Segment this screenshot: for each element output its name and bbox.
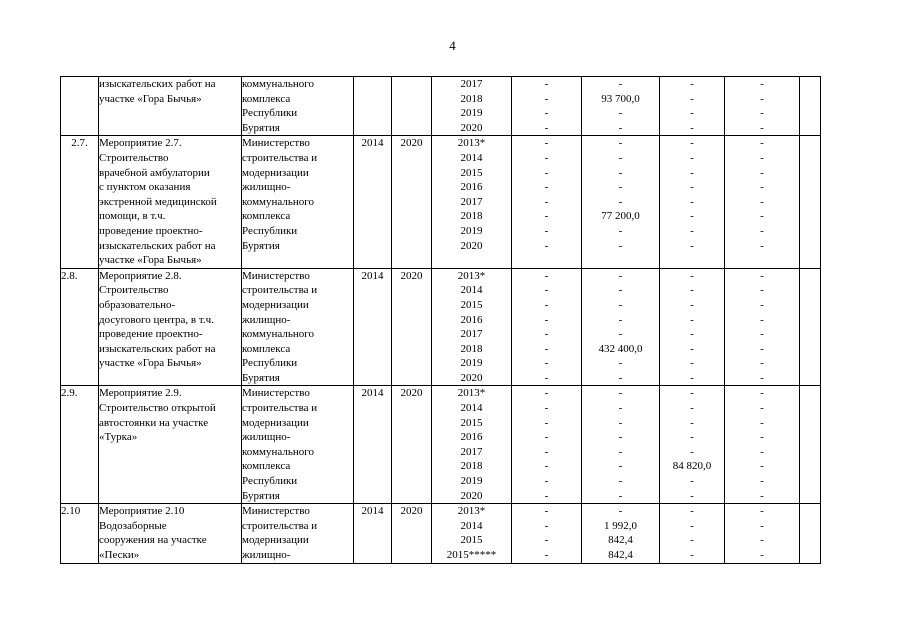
funding-value: - xyxy=(760,92,764,105)
end-year-cell xyxy=(392,77,432,136)
funding-value: - xyxy=(760,313,764,326)
executor-line: комплекса xyxy=(242,92,291,105)
funding-value: - xyxy=(544,107,549,120)
funding-value: - xyxy=(618,269,623,282)
end-year-cell xyxy=(392,268,432,386)
funding-value: - xyxy=(760,224,764,237)
funding-value: - xyxy=(618,357,623,370)
year-value: 2018 xyxy=(460,92,483,105)
page-number: 4 xyxy=(449,38,456,53)
funding-cell-3 xyxy=(660,77,725,136)
funding-cell-4 xyxy=(725,504,800,563)
year-value: 2014 xyxy=(460,519,483,532)
funding-value: - xyxy=(690,92,694,105)
measure-name-line: изыскательских работ на xyxy=(99,78,216,90)
funding-value: - xyxy=(760,460,764,473)
measure-name-cell xyxy=(99,268,242,386)
funding-value: - xyxy=(544,210,549,223)
measure-number: 2.9. xyxy=(61,387,78,400)
start-year-cell xyxy=(354,268,392,386)
funding-cell-3 xyxy=(660,504,725,563)
funding-value: - xyxy=(760,445,764,458)
funding-value: - xyxy=(690,549,694,561)
measure-name-line: Мероприятие 2.7. xyxy=(99,137,182,150)
funding-value: - xyxy=(760,505,764,518)
funding-value: - xyxy=(690,121,694,134)
funding-value: - xyxy=(618,505,623,518)
funding-value: - xyxy=(544,151,549,164)
funding-value: - xyxy=(690,534,694,547)
executor-line: жилищно- xyxy=(242,431,291,444)
year-value: 2014 xyxy=(460,284,483,297)
executor-line: Министерство xyxy=(242,269,310,282)
funding-value: - xyxy=(690,387,694,400)
executor-line: модернизации xyxy=(242,416,309,429)
executor-line: модернизации xyxy=(242,534,309,547)
executor-line: Республики xyxy=(242,224,298,237)
funding-value: - xyxy=(760,269,764,282)
year-value: 2013* xyxy=(457,505,486,518)
year-value: 2015 xyxy=(460,298,483,311)
executor-line: Министерство xyxy=(242,387,310,400)
funding-value: - xyxy=(760,402,764,415)
funding-value: - xyxy=(618,313,623,326)
year-value: 2013* xyxy=(457,137,486,150)
funding-value: - xyxy=(690,445,694,458)
funding-value: - xyxy=(690,166,694,179)
measure-number-cell xyxy=(61,386,99,504)
funding-value: - xyxy=(618,107,623,120)
year-value: 2018 xyxy=(460,460,483,473)
year-value: 2016 xyxy=(460,431,483,444)
measure-name-line: «Пески» xyxy=(99,549,140,561)
measure-name-line: «Турка» xyxy=(99,431,138,444)
funding-value: - xyxy=(544,137,549,150)
table-row xyxy=(61,386,821,504)
funding-value: - xyxy=(760,431,764,444)
funding-value: 84 820,0 xyxy=(672,460,712,473)
funding-value: - xyxy=(760,357,764,370)
year-value: 2020 xyxy=(460,371,483,384)
funding-value: - xyxy=(690,298,694,311)
funding-value: - xyxy=(544,121,549,134)
executor-line: коммунального xyxy=(242,445,314,458)
measure-number: 2.8. xyxy=(61,269,78,282)
year-value: 2015 xyxy=(460,166,483,179)
funding-value: - xyxy=(544,284,549,297)
executor-line: Бурятия xyxy=(242,121,280,134)
funding-value: - xyxy=(690,357,694,370)
start-year: 2014 xyxy=(361,137,384,150)
year-value: 2013* xyxy=(457,269,486,282)
measure-name-line: образовательно- xyxy=(99,298,176,311)
measure-name-line: Строительство xyxy=(99,151,169,164)
executor-line: модернизации xyxy=(242,166,309,179)
funding-value: - xyxy=(690,151,694,164)
measure-name-line: изыскательских работ на xyxy=(99,239,216,252)
funding-cell-4 xyxy=(725,268,800,386)
year-value: 2015 xyxy=(460,416,483,429)
funding-value: - xyxy=(618,181,623,194)
executor-line: комплекса xyxy=(242,460,291,473)
funding-value: - xyxy=(544,166,549,179)
funding-value: - xyxy=(618,387,623,400)
funding-value: - xyxy=(618,195,623,208)
funding-value: - xyxy=(760,387,764,400)
year-value: 2019 xyxy=(460,224,483,237)
funding-value: - xyxy=(618,475,623,488)
years-cell xyxy=(432,386,512,504)
year-value: 2018 xyxy=(460,342,483,355)
funding-value: - xyxy=(690,402,694,415)
table-row xyxy=(61,268,821,386)
years-cell xyxy=(432,136,512,268)
end-year-cell xyxy=(392,136,432,268)
funding-value: - xyxy=(760,181,764,194)
year-value: 2015***** xyxy=(446,549,497,561)
start-year: 2014 xyxy=(361,269,384,282)
measure-number: 2.10 xyxy=(61,505,81,518)
executor-cell xyxy=(242,77,354,136)
measure-name-cell xyxy=(99,504,242,563)
funding-cell-1 xyxy=(512,136,582,268)
measure-name-line: автостоянки на участке xyxy=(99,416,209,429)
year-value: 2014 xyxy=(460,151,483,164)
measure-name-line: Водозаборные xyxy=(99,519,167,532)
measure-name-cell xyxy=(99,386,242,504)
funding-value: - xyxy=(690,431,694,444)
measure-number-cell xyxy=(61,268,99,386)
funding-value: - xyxy=(760,342,764,355)
measure-name-line: помощи, в т.ч. xyxy=(99,210,166,223)
end-year: 2020 xyxy=(400,387,423,400)
executor-line: комплекса xyxy=(242,342,291,355)
executor-line: Министерство xyxy=(242,137,310,150)
funding-value: - xyxy=(690,210,694,223)
funding-value: - xyxy=(690,519,694,532)
funding-value: - xyxy=(544,549,549,561)
funding-value: - xyxy=(690,371,694,384)
start-year-cell xyxy=(354,77,392,136)
funding-value: - xyxy=(544,445,549,458)
measure-name-line: проведение проектно- xyxy=(99,224,203,237)
funding-value: - xyxy=(618,284,623,297)
funding-value: - xyxy=(544,181,549,194)
measure-name-line: участке «Гора Бычья» xyxy=(99,92,202,105)
funding-cell-4 xyxy=(725,386,800,504)
measure-name-line: Строительство открытой xyxy=(99,402,216,415)
funding-value: - xyxy=(618,402,623,415)
funding-value: - xyxy=(618,298,623,311)
funding-value: - xyxy=(760,107,764,120)
funding-value: - xyxy=(544,387,549,400)
executor-line: коммунального xyxy=(242,328,314,341)
start-year-cell xyxy=(354,504,392,563)
funding-value: - xyxy=(544,239,549,252)
funding-value: - xyxy=(618,224,623,237)
funding-value: - xyxy=(690,239,694,252)
start-year-cell xyxy=(354,136,392,268)
funding-value: - xyxy=(690,313,694,326)
funding-value: - xyxy=(544,298,549,311)
measure-name-line: экстренной медицинской xyxy=(99,195,217,208)
year-value: 2016 xyxy=(460,313,483,326)
funding-value: - xyxy=(544,505,549,518)
funding-value: - xyxy=(544,519,549,532)
measure-name-line: проведение проектно- xyxy=(99,328,203,341)
measure-name-line: досугового центра, в т.ч. xyxy=(99,313,214,326)
funding-value: - xyxy=(690,489,694,502)
measure-name-line: изыскательских работ на xyxy=(99,342,216,355)
measure-name-line: сооружения на участке xyxy=(99,534,207,547)
funding-value: - xyxy=(618,445,623,458)
funding-value: - xyxy=(760,534,764,547)
measure-name-line: Мероприятие 2.9. xyxy=(99,387,182,400)
funding-value: - xyxy=(618,416,623,429)
year-value: 2020 xyxy=(460,489,483,502)
funding-value: - xyxy=(544,328,549,341)
funding-value: - xyxy=(618,489,623,502)
funding-value: - xyxy=(690,342,694,355)
funding-value: - xyxy=(690,107,694,120)
funding-cell-1 xyxy=(512,77,582,136)
funding-cell-4 xyxy=(725,136,800,268)
funding-cell-1 xyxy=(512,268,582,386)
funding-cell-2 xyxy=(582,386,660,504)
year-value: 2017 xyxy=(460,445,483,458)
funding-value: - xyxy=(544,195,549,208)
funding-value: - xyxy=(760,489,764,502)
funding-value: - xyxy=(760,121,764,134)
year-value: 2017 xyxy=(460,78,483,90)
executor-line: модернизации xyxy=(242,298,309,311)
executor-line: жилищно- xyxy=(242,313,291,326)
funding-value: - xyxy=(544,416,549,429)
funding-value: - xyxy=(760,210,764,223)
funding-value: - xyxy=(760,416,764,429)
funding-cell-3 xyxy=(660,268,725,386)
funding-value: 842,4 xyxy=(608,534,633,547)
empty-cell xyxy=(800,77,821,136)
funding-value: - xyxy=(760,328,764,341)
executor-line: коммунального xyxy=(242,78,314,90)
funding-value: - xyxy=(544,342,549,355)
funding-value: - xyxy=(690,224,694,237)
executor-line: коммунального xyxy=(242,195,314,208)
measure-name-line: Мероприятие 2.10 xyxy=(99,505,185,518)
measure-name-cell xyxy=(99,77,242,136)
funding-value: - xyxy=(618,137,623,150)
years-cell xyxy=(432,268,512,386)
year-value: 2019 xyxy=(460,107,483,120)
funding-value: - xyxy=(690,195,694,208)
funding-value: - xyxy=(760,166,764,179)
table-row xyxy=(61,504,821,563)
end-year: 2020 xyxy=(400,269,423,282)
funding-cell-2 xyxy=(582,504,660,563)
table-row xyxy=(61,136,821,268)
measure-number-cell xyxy=(61,136,99,268)
funding-value: - xyxy=(760,137,764,150)
funding-value: 432 400,0 xyxy=(598,342,643,355)
year-value: 2019 xyxy=(460,357,483,370)
funding-value: - xyxy=(544,460,549,473)
end-year: 2020 xyxy=(400,137,423,150)
funding-cell-1 xyxy=(512,386,582,504)
funding-value: 1 992,0 xyxy=(604,519,637,532)
funding-value: - xyxy=(618,371,623,384)
table-row xyxy=(61,77,821,136)
empty-cell xyxy=(800,386,821,504)
measure-name-line: Мероприятие 2.8. xyxy=(99,269,182,282)
executor-line: Республики xyxy=(242,475,298,488)
funding-value: - xyxy=(760,78,764,90)
start-year: 2014 xyxy=(361,505,384,518)
executor-line: строительства и xyxy=(242,284,318,297)
funding-value: - xyxy=(544,371,549,384)
year-value: 2016 xyxy=(460,181,483,194)
funding-value: - xyxy=(760,371,764,384)
year-value: 2020 xyxy=(460,239,483,252)
program-table xyxy=(60,76,821,564)
year-value: 2018 xyxy=(460,210,483,223)
year-value: 2017 xyxy=(460,328,483,341)
funding-value: - xyxy=(760,519,764,532)
funding-value: - xyxy=(544,224,549,237)
executor-line: комплекса xyxy=(242,210,291,223)
funding-cell-4 xyxy=(725,77,800,136)
executor-line: Бурятия xyxy=(242,371,280,384)
funding-value: - xyxy=(618,166,623,179)
funding-value: - xyxy=(690,78,694,90)
executor-cell xyxy=(242,268,354,386)
funding-cell-2 xyxy=(582,268,660,386)
executor-line: строительства и xyxy=(242,151,318,164)
measure-number-cell xyxy=(61,77,99,136)
year-value: 2020 xyxy=(460,121,483,134)
funding-value: - xyxy=(690,284,694,297)
executor-line: Бурятия xyxy=(242,239,280,252)
years-cell xyxy=(432,77,512,136)
executor-cell xyxy=(242,504,354,563)
funding-value: 93 700,0 xyxy=(601,92,640,105)
funding-value: - xyxy=(618,239,623,252)
funding-cell-3 xyxy=(660,136,725,268)
funding-value: - xyxy=(760,475,764,488)
year-value: 2017 xyxy=(460,195,483,208)
funding-value: - xyxy=(544,534,549,547)
funding-value: - xyxy=(544,78,549,90)
executor-line: Министерство xyxy=(242,505,310,518)
funding-value: - xyxy=(544,357,549,370)
funding-value: - xyxy=(544,489,549,502)
executor-line: строительства и xyxy=(242,519,318,532)
executor-line: Республики xyxy=(242,107,298,120)
years-cell xyxy=(432,504,512,563)
funding-value: - xyxy=(618,328,623,341)
empty-cell xyxy=(800,504,821,563)
end-year-cell xyxy=(392,504,432,563)
funding-value: - xyxy=(544,313,549,326)
measure-name-line: участке «Гора Бычья» xyxy=(99,254,202,267)
executor-cell xyxy=(242,136,354,268)
funding-value: - xyxy=(690,269,694,282)
start-year-cell xyxy=(354,386,392,504)
funding-value: - xyxy=(690,181,694,194)
funding-cell-2 xyxy=(582,77,660,136)
measure-name-line: с пунктом оказания xyxy=(99,181,191,194)
start-year: 2014 xyxy=(361,387,384,400)
funding-value: - xyxy=(544,475,549,488)
executor-line: Бурятия xyxy=(242,489,280,502)
funding-value: - xyxy=(544,92,549,105)
year-value: 2013* xyxy=(457,387,486,400)
funding-value: - xyxy=(618,78,623,90)
funding-value: - xyxy=(690,137,694,150)
executor-cell xyxy=(242,386,354,504)
executor-line: жилищно- xyxy=(242,549,291,561)
funding-value: - xyxy=(618,431,623,444)
end-year-cell xyxy=(392,386,432,504)
measure-number-cell xyxy=(61,504,99,563)
funding-value: - xyxy=(690,475,694,488)
funding-value: - xyxy=(690,328,694,341)
funding-value: 842,4 xyxy=(608,549,633,561)
funding-value: - xyxy=(760,549,764,561)
funding-value: - xyxy=(544,402,549,415)
funding-value: - xyxy=(690,416,694,429)
funding-value: - xyxy=(760,195,764,208)
executor-line: жилищно- xyxy=(242,181,291,194)
funding-value: - xyxy=(544,431,549,444)
end-year: 2020 xyxy=(400,505,423,518)
funding-value: - xyxy=(618,460,623,473)
funding-value: - xyxy=(760,298,764,311)
year-value: 2014 xyxy=(460,402,483,415)
funding-value: - xyxy=(618,121,623,134)
executor-line: Республики xyxy=(242,357,298,370)
measure-name-cell xyxy=(99,136,242,268)
measure-number: 2.7. xyxy=(71,137,88,150)
funding-value: - xyxy=(760,151,764,164)
funding-value: - xyxy=(544,269,549,282)
funding-value: - xyxy=(760,284,764,297)
funding-cell-1 xyxy=(512,504,582,563)
empty-cell xyxy=(800,136,821,268)
funding-value: - xyxy=(618,151,623,164)
executor-line: строительства и xyxy=(242,402,318,415)
funding-cell-2 xyxy=(582,136,660,268)
year-value: 2019 xyxy=(460,475,483,488)
funding-value: - xyxy=(690,505,694,518)
measure-name-line: врачебной амбулатории xyxy=(99,166,210,179)
funding-cell-3 xyxy=(660,386,725,504)
funding-value: 77 200,0 xyxy=(601,210,640,223)
year-value: 2015 xyxy=(460,534,483,547)
empty-cell xyxy=(800,268,821,386)
measure-name-line: Строительство xyxy=(99,284,169,297)
funding-value: - xyxy=(760,239,764,252)
measure-name-line: участке «Гора Бычья» xyxy=(99,357,202,370)
